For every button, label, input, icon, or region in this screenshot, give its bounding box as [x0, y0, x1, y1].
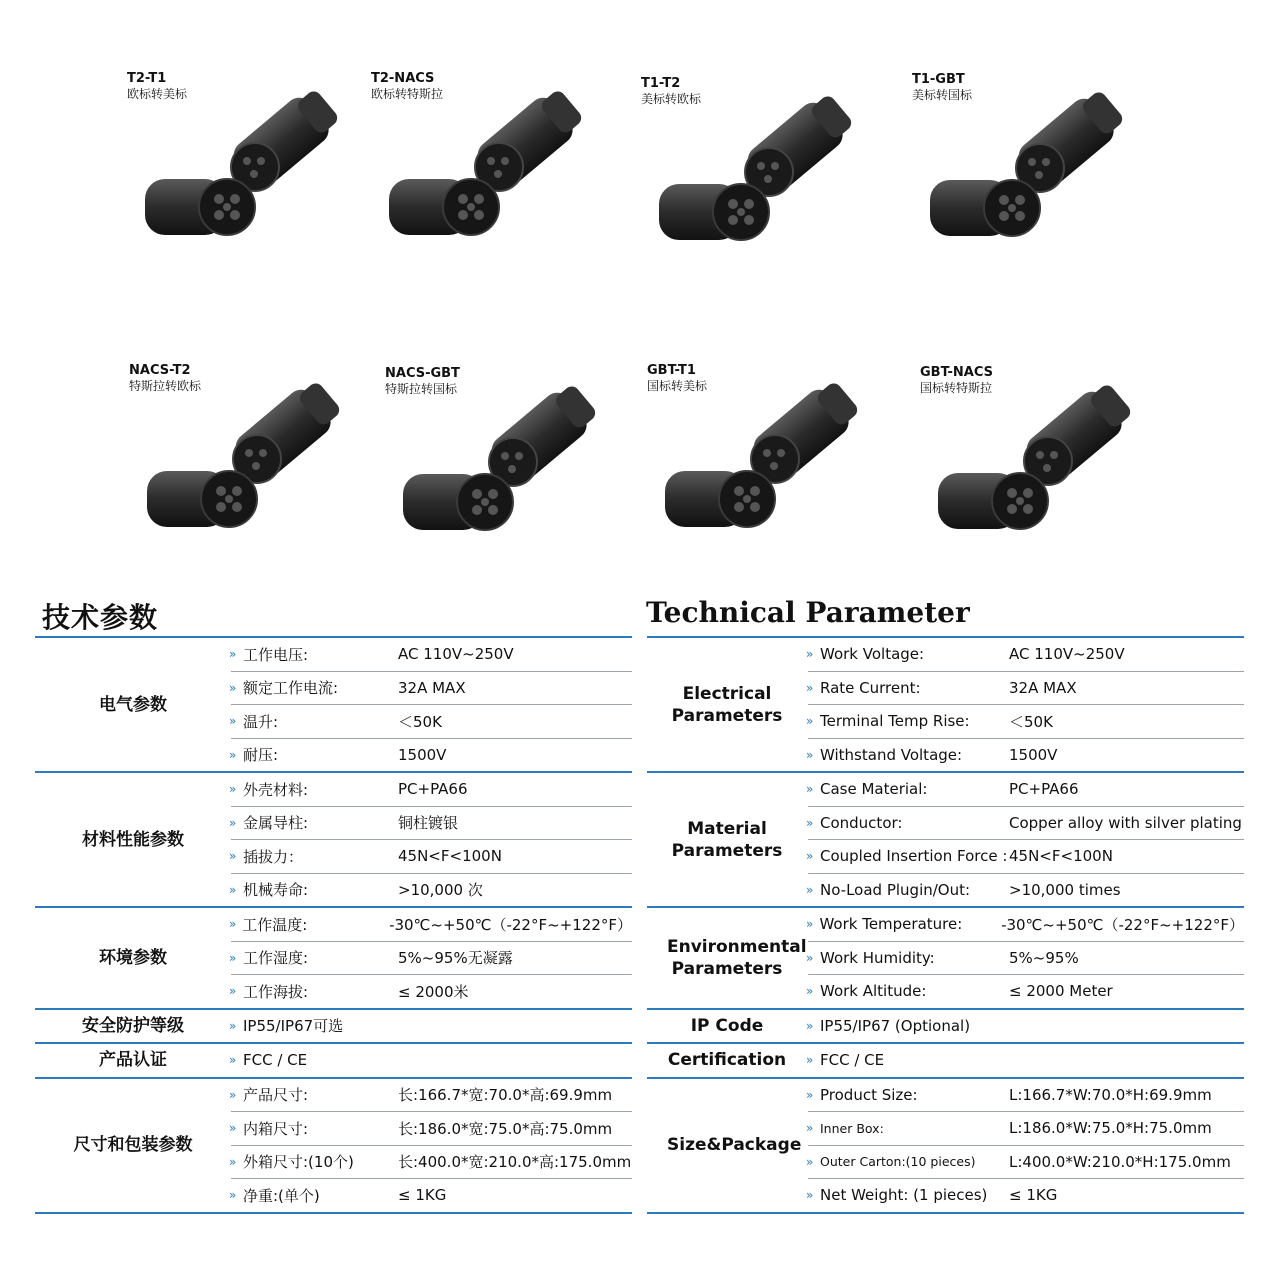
- product-cn-name: 特斯拉转欧标: [129, 379, 202, 393]
- chevron-right-icon: »: [229, 1154, 237, 1169]
- product-item: [129, 363, 379, 613]
- product-cn-name: 国标转特斯拉: [920, 381, 993, 395]
- param-row: [231, 942, 632, 976]
- chevron-right-icon: »: [229, 950, 237, 965]
- param-row: [808, 874, 1244, 907]
- param-group-name: [647, 638, 807, 771]
- param-value: AC 110V~250V: [1009, 645, 1125, 664]
- param-row: [808, 1044, 1244, 1077]
- param-row: [231, 672, 632, 706]
- param-row: [808, 1079, 1244, 1113]
- adapter-image: [647, 363, 897, 563]
- param-group-name: [35, 638, 231, 771]
- page-title-en: Technical Parameter: [646, 596, 970, 629]
- param-row: [231, 908, 632, 942]
- table-divider: [647, 1212, 1244, 1214]
- param-label: Coupled Insertion Force :: [820, 847, 1008, 866]
- param-label: 金属导柱:: [243, 814, 309, 833]
- product-item: [127, 71, 377, 321]
- product-item: [641, 76, 891, 326]
- param-group: [647, 1044, 1244, 1077]
- param-group: [647, 773, 1244, 906]
- param-row: [808, 942, 1244, 976]
- param-value: 长:186.0*宽:75.0*高:75.0mm: [398, 1119, 613, 1138]
- param-label: Work Altitude:: [820, 982, 927, 1001]
- param-group-label: Electrical Parameters: [671, 683, 783, 726]
- param-label: No-Load Plugin/Out:: [820, 880, 971, 899]
- product-item: [647, 363, 897, 613]
- param-value: 45N<F<100N: [398, 847, 502, 866]
- param-label: 耐压:: [243, 746, 279, 765]
- chevron-right-icon: »: [806, 1053, 814, 1068]
- chevron-right-icon: »: [229, 849, 237, 864]
- chevron-right-icon: »: [806, 917, 814, 932]
- product-cn-name: 特斯拉转国标: [385, 382, 458, 396]
- param-label: Work Humidity:: [820, 948, 935, 967]
- param-group-label: IP Code: [690, 1015, 764, 1036]
- param-label: Withstand Voltage:: [820, 745, 963, 764]
- adapter-image: [371, 71, 621, 271]
- adapter-image: [912, 72, 1162, 272]
- param-label: Terminal Temp Rise:: [820, 712, 970, 731]
- param-value: 5%~95%: [1009, 948, 1079, 967]
- param-value: PC+PA66: [398, 780, 468, 799]
- param-row: [808, 975, 1244, 1008]
- param-group-label: Size&Package: [667, 1135, 802, 1155]
- product-code: GBT-T1: [647, 363, 696, 378]
- param-row: [231, 874, 632, 907]
- param-label: FCC / CE: [820, 1051, 885, 1070]
- param-value: 长:400.0*宽:210.0*高:175.0mm: [398, 1153, 632, 1172]
- chevron-right-icon: »: [229, 782, 237, 797]
- chevron-right-icon: »: [229, 1188, 237, 1203]
- param-label: Rate Current:: [820, 678, 921, 697]
- param-row: [808, 773, 1244, 807]
- param-group: [35, 908, 632, 1008]
- adapter-image: [129, 363, 379, 563]
- param-row: [808, 1146, 1244, 1180]
- param-row: [808, 908, 1244, 942]
- param-label: 产品尺寸:: [243, 1086, 309, 1105]
- param-group-name: [647, 1010, 807, 1043]
- param-label: Product Size:: [820, 1085, 918, 1104]
- param-value: ≤ 1KG: [398, 1186, 447, 1205]
- param-label: 工作湿度:: [243, 949, 309, 968]
- param-row: [231, 773, 632, 807]
- param-row: [808, 1010, 1244, 1043]
- chevron-right-icon: »: [806, 1188, 814, 1203]
- chevron-right-icon: »: [806, 714, 814, 729]
- param-row: [808, 672, 1244, 706]
- param-label: Case Material:: [820, 780, 928, 799]
- param-group-label: 材料性能参数: [82, 829, 184, 850]
- param-value: >10,000 次: [398, 881, 483, 900]
- chevron-right-icon: »: [229, 815, 237, 830]
- product-code: NACS-T2: [129, 363, 191, 378]
- product-code: NACS-GBT: [385, 366, 460, 381]
- param-row: [231, 1112, 632, 1146]
- param-row: [231, 638, 632, 672]
- spec-table-cn: [35, 636, 632, 1214]
- param-row: [231, 1044, 632, 1077]
- param-group-name: [35, 773, 231, 906]
- param-label: 工作电压:: [243, 645, 309, 664]
- param-row: [231, 807, 632, 841]
- param-label: 温升:: [243, 712, 279, 731]
- param-row: [808, 638, 1244, 672]
- param-label: 外壳材料:: [243, 780, 309, 799]
- param-group: [35, 1044, 632, 1077]
- param-value: ≤ 2000 Meter: [1009, 982, 1113, 1001]
- param-group-name: [647, 908, 807, 1008]
- product-cn-name: 欧标转特斯拉: [371, 87, 444, 101]
- param-value: ＜50K: [398, 712, 442, 731]
- param-row: [808, 1179, 1244, 1212]
- param-group: [647, 908, 1244, 1008]
- param-label: 工作温度:: [242, 915, 308, 934]
- param-group: [647, 638, 1244, 771]
- param-group-name: [35, 908, 231, 1008]
- chevron-right-icon: »: [806, 1018, 814, 1033]
- param-group-label: 电气参数: [99, 694, 167, 715]
- param-label: 净重:(单个): [243, 1186, 320, 1205]
- product-code: T2-T1: [127, 71, 167, 86]
- product-code: T1-GBT: [912, 72, 965, 87]
- page-title-cn: 技术参数: [42, 601, 159, 634]
- param-label: FCC / CE: [243, 1051, 308, 1070]
- product-code: GBT-NACS: [920, 365, 994, 380]
- chevron-right-icon: »: [229, 1121, 237, 1136]
- param-row: [808, 705, 1244, 739]
- chevron-right-icon: »: [229, 1018, 237, 1033]
- param-value: >10,000 times: [1009, 880, 1121, 899]
- param-group-label: Material Parameters: [671, 818, 783, 861]
- param-group-name: [647, 773, 807, 906]
- chevron-right-icon: »: [229, 1087, 237, 1102]
- chevron-right-icon: »: [806, 782, 814, 797]
- param-label: 工作海拔:: [243, 982, 309, 1001]
- param-group: [647, 1079, 1244, 1212]
- param-label: Outer Carton:(10 pieces): [820, 1154, 976, 1170]
- param-group-name: [647, 1079, 807, 1212]
- chevron-right-icon: »: [806, 950, 814, 965]
- param-label: 插拔力：: [243, 847, 304, 866]
- chevron-right-icon: »: [806, 1121, 814, 1136]
- adapter-image: [641, 76, 891, 276]
- table-divider: [35, 1212, 632, 1214]
- param-row: [231, 705, 632, 739]
- product-item: [371, 71, 621, 321]
- param-value: L:166.7*W:70.0*H:69.9mm: [1009, 1085, 1212, 1104]
- param-row: [231, 975, 632, 1008]
- adapter-image: [127, 71, 377, 271]
- param-value: ＜50K: [1009, 712, 1053, 731]
- param-row: [808, 840, 1244, 874]
- param-group: [647, 1010, 1244, 1043]
- product-cn-name: 国标转美标: [647, 379, 708, 393]
- chevron-right-icon: »: [229, 984, 237, 999]
- param-value: PC+PA66: [1009, 780, 1079, 799]
- product-code: T1-T2: [641, 76, 681, 91]
- param-group-name: [35, 1010, 231, 1043]
- param-label: Net Weight: (1 pieces): [820, 1186, 988, 1205]
- param-group-label: 环境参数: [99, 947, 167, 968]
- param-value: L:186.0*W:75.0*H:75.0mm: [1009, 1119, 1212, 1138]
- chevron-right-icon: »: [229, 680, 237, 695]
- chevron-right-icon: »: [806, 882, 814, 897]
- param-value: L:400.0*W:210.0*H:175.0mm: [1009, 1152, 1231, 1171]
- param-label: 额定工作电流:: [243, 679, 339, 698]
- product-item: [912, 72, 1162, 322]
- param-group-label: 安全防护等级: [82, 1015, 184, 1036]
- chevron-right-icon: »: [806, 747, 814, 762]
- param-label: Work Voltage:: [820, 645, 925, 664]
- param-value: 5%~95%无凝露: [398, 949, 513, 968]
- param-row: [231, 739, 632, 772]
- chevron-right-icon: »: [229, 1053, 237, 1068]
- param-group: [35, 1010, 632, 1043]
- param-value: 长:166.7*宽:70.0*高:69.9mm: [398, 1086, 613, 1105]
- chevron-right-icon: »: [806, 1087, 814, 1102]
- param-group: [35, 1079, 632, 1212]
- param-value: 铜柱镀银: [398, 814, 459, 833]
- chevron-right-icon: »: [806, 1154, 814, 1169]
- param-row: [808, 739, 1244, 772]
- param-label: 机械寿命:: [243, 881, 309, 900]
- param-value: AC 110V~250V: [398, 645, 514, 664]
- param-group-name: [35, 1044, 231, 1077]
- chevron-right-icon: »: [806, 647, 814, 662]
- chevron-right-icon: »: [806, 680, 814, 695]
- param-group-label: Certification: [667, 1050, 787, 1071]
- param-value: -30℃~+50℃（-22°F~+122°F）: [1001, 915, 1244, 934]
- chevron-right-icon: »: [806, 815, 814, 830]
- chevron-right-icon: »: [806, 984, 814, 999]
- param-row: [231, 1010, 632, 1043]
- adapter-image: [920, 365, 1170, 565]
- param-value: 1500V: [1009, 745, 1058, 764]
- param-label: 内箱尺寸:: [243, 1119, 309, 1138]
- param-group-label: 尺寸和包装参数: [73, 1135, 193, 1155]
- param-value: Copper alloy with silver plating: [1009, 813, 1242, 832]
- param-value: ≤ 1KG: [1009, 1186, 1058, 1205]
- adapter-image: [385, 366, 635, 566]
- product-cn-name: 欧标转美标: [127, 87, 188, 101]
- param-group-name: [647, 1044, 807, 1077]
- param-value: 32A MAX: [398, 678, 466, 697]
- chevron-right-icon: »: [229, 917, 237, 932]
- param-value: 32A MAX: [1009, 678, 1077, 697]
- param-value: 1500V: [398, 745, 447, 764]
- product-code: T2-NACS: [371, 71, 435, 86]
- param-group: [35, 773, 632, 906]
- product-item: [920, 365, 1170, 615]
- param-label: IP55/IP67可选: [243, 1017, 344, 1036]
- param-group-label: Environmental Parameters: [667, 936, 807, 979]
- product-cn-name: 美标转国标: [912, 88, 973, 102]
- param-row: [808, 1112, 1244, 1146]
- param-row: [808, 807, 1244, 841]
- param-group-label: 产品认证: [99, 1050, 167, 1071]
- param-label: Work Temperature:: [819, 915, 963, 934]
- chevron-right-icon: »: [229, 647, 237, 662]
- product-cn-name: 美标转欧标: [641, 92, 702, 106]
- param-label: IP55/IP67 (Optional): [820, 1016, 971, 1035]
- param-value: -30℃~+50℃（-22°F~+122°F）: [389, 915, 632, 934]
- param-label: 外箱尺寸:(10个): [243, 1153, 354, 1172]
- chevron-right-icon: »: [229, 714, 237, 729]
- chevron-right-icon: »: [229, 882, 237, 897]
- param-label: Inner Box:: [820, 1120, 884, 1136]
- param-row: [231, 1179, 632, 1212]
- param-row: [231, 1079, 632, 1113]
- chevron-right-icon: »: [806, 849, 814, 864]
- param-value: 45N<F<100N: [1009, 847, 1113, 866]
- chevron-right-icon: »: [229, 747, 237, 762]
- param-group: [35, 638, 632, 771]
- spec-table-en: [647, 636, 1244, 1214]
- param-row: [231, 840, 632, 874]
- product-item: [385, 366, 635, 616]
- param-label: Conductor:: [820, 813, 903, 832]
- param-value: ≤ 2000米: [398, 982, 469, 1001]
- param-row: [231, 1146, 632, 1180]
- param-group-name: [35, 1079, 231, 1212]
